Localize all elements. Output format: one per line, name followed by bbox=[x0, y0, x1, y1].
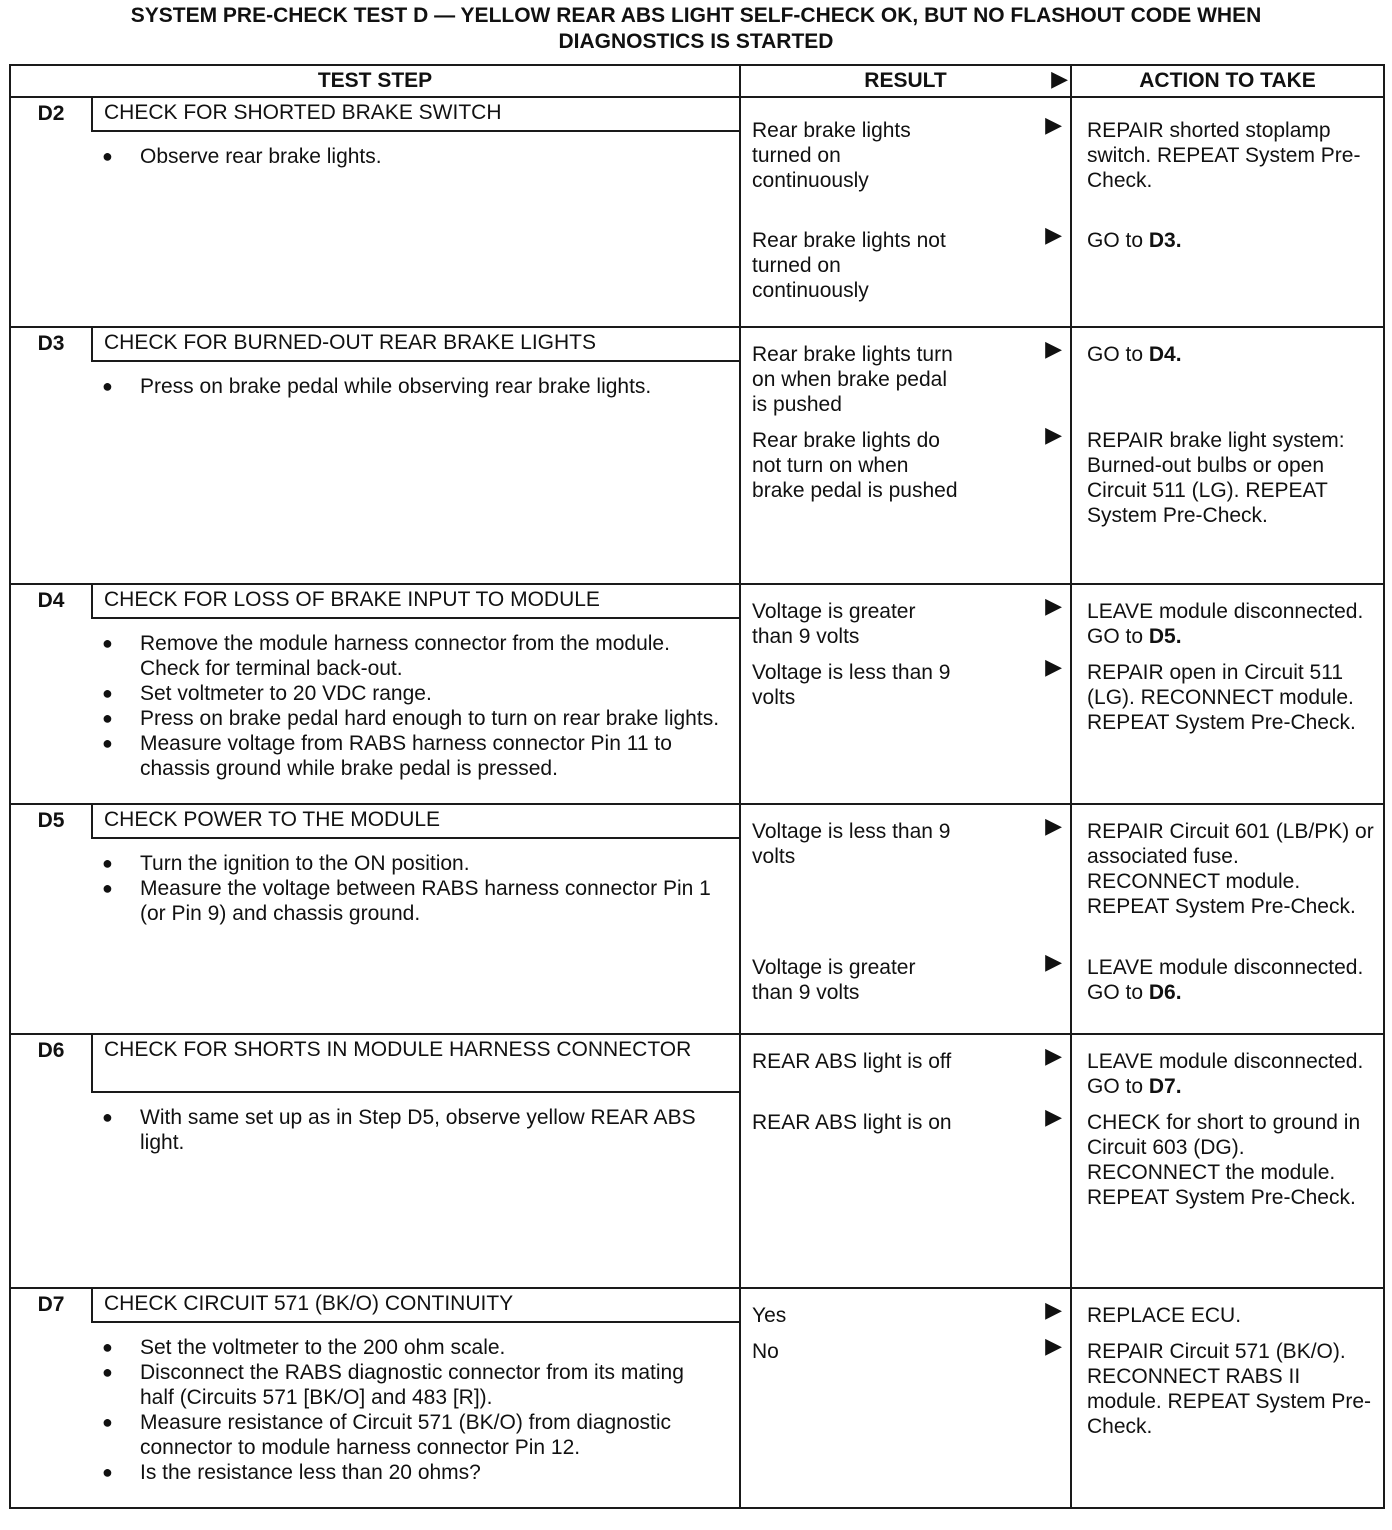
result-cell bbox=[740, 1034, 1071, 1288]
action-cell bbox=[1071, 97, 1384, 327]
result-label: Voltage is greater than 9 volts bbox=[752, 600, 916, 648]
action-cell bbox=[1071, 1034, 1384, 1288]
arrow-icon: ▶ bbox=[1045, 112, 1063, 137]
action-text bbox=[1087, 228, 1377, 253]
header-row bbox=[10, 65, 1384, 97]
step-bullet-list bbox=[92, 619, 739, 785]
result-label: Voltage is less than 9 volts bbox=[752, 661, 951, 709]
action-text bbox=[1087, 955, 1377, 1005]
step-bullet: ● Disconnect the RABS diagnostic connector from its mating half (Circuits 571 [BK/O] and 483 [R]). bbox=[102, 1360, 719, 1410]
arrow-icon: ▶ bbox=[1045, 1043, 1063, 1068]
step-title-row bbox=[10, 804, 1384, 838]
result-cell bbox=[740, 584, 1071, 804]
action-text bbox=[1087, 1049, 1377, 1099]
step-title: CHECK POWER TO THE MODULE bbox=[92, 804, 740, 838]
step-title-row bbox=[10, 1034, 1384, 1092]
header-test-step: TEST STEP bbox=[10, 65, 740, 97]
action-text bbox=[1087, 342, 1377, 367]
step-title: CHECK FOR LOSS OF BRAKE INPUT TO MODULE bbox=[92, 584, 740, 618]
step-body bbox=[92, 131, 740, 327]
step-bullet-list bbox=[92, 1093, 739, 1159]
action-label: GO to bbox=[1087, 229, 1149, 252]
result-label: REAR ABS light is off bbox=[752, 1050, 952, 1073]
arrow-icon: ▶ bbox=[1045, 593, 1063, 618]
arrow-icon: ▶ bbox=[1045, 654, 1063, 679]
result-text bbox=[752, 422, 1063, 503]
action-text bbox=[1087, 118, 1377, 193]
arrow-icon: ▶ bbox=[1045, 1297, 1063, 1322]
step-bullet: ● Measure voltage from RABS harness connector Pin 11 to chassis ground while brake pedal is pressed. bbox=[102, 731, 719, 781]
step-bullet: ● Set voltmeter to 20 VDC range. bbox=[102, 681, 719, 706]
action-cell bbox=[1071, 584, 1384, 804]
result-text bbox=[752, 949, 1063, 1005]
result-label: Rear brake lights not turned on continuously bbox=[752, 229, 946, 302]
result-cell bbox=[740, 97, 1071, 327]
action-text bbox=[1087, 1110, 1377, 1210]
step-bullet: ● Turn the ignition to the ON position. bbox=[102, 851, 719, 876]
step-id: D3 bbox=[10, 327, 92, 361]
step-body-spacer bbox=[10, 618, 92, 804]
step-body bbox=[92, 618, 740, 804]
step-body-spacer bbox=[10, 838, 92, 1034]
action-cell bbox=[1071, 327, 1384, 584]
step-title: CHECK FOR SHORTS IN MODULE HARNESS CONNECTOR bbox=[92, 1034, 740, 1092]
action-text bbox=[1087, 819, 1377, 919]
step-title-row bbox=[10, 327, 1384, 361]
arrow-icon: ▶ bbox=[1051, 66, 1069, 91]
step-title: CHECK FOR BURNED-OUT REAR BRAKE LIGHTS bbox=[92, 327, 740, 361]
step-id: D6 bbox=[10, 1034, 92, 1092]
result-label: REAR ABS light is on bbox=[752, 1111, 952, 1134]
result-text bbox=[752, 1104, 1063, 1135]
result-text bbox=[752, 1297, 1063, 1328]
step-body bbox=[92, 361, 740, 584]
step-bullet: ● Remove the module harness connector from the module. Check for terminal back-out. bbox=[102, 631, 719, 681]
action-text bbox=[1087, 1339, 1377, 1439]
step-bullet-list bbox=[92, 1323, 739, 1489]
header-result-label: RESULT bbox=[864, 69, 947, 92]
step-id: D7 bbox=[10, 1288, 92, 1322]
action-step-ref: D4. bbox=[1148, 343, 1182, 366]
arrow-icon: ▶ bbox=[1045, 813, 1063, 838]
step-body-spacer bbox=[10, 1092, 92, 1288]
step-body-spacer bbox=[10, 361, 92, 584]
diagnostic-table bbox=[9, 64, 1385, 1509]
arrow-icon: ▶ bbox=[1045, 222, 1063, 247]
action-label: REPAIR brake light system: Burned-out bulbs or open Circuit 511 (LG). REPEAT System Pre-Check. bbox=[1087, 429, 1345, 527]
action-label: REPAIR Circuit 601 (LB/PK) or associated fuse. RECONNECT module. REPEAT System Pre-Check. bbox=[1087, 820, 1374, 918]
action-text bbox=[1087, 599, 1377, 649]
step-bullet-list bbox=[92, 362, 739, 403]
step-id: D2 bbox=[10, 97, 92, 131]
title-line-2: DIAGNOSTICS IS STARTED bbox=[558, 30, 834, 53]
result-text bbox=[752, 654, 1063, 710]
arrow-icon: ▶ bbox=[1045, 1333, 1063, 1358]
step-title: CHECK CIRCUIT 571 (BK/O) CONTINUITY bbox=[92, 1288, 740, 1322]
step-bullet: ● Is the resistance less than 20 ohms? bbox=[102, 1460, 719, 1485]
action-label: REPAIR Circuit 571 (BK/O). RECONNECT RABS II module. REPEAT System Pre-Check. bbox=[1087, 1340, 1371, 1438]
step-bullet: ● Observe rear brake lights. bbox=[102, 144, 719, 169]
result-label: Voltage is greater than 9 volts bbox=[752, 956, 916, 1004]
step-bullet-list bbox=[92, 132, 739, 173]
action-label: REPAIR open in Circuit 511 (LG). RECONNECT module. REPEAT System Pre-Check. bbox=[1087, 661, 1356, 734]
result-cell bbox=[740, 804, 1071, 1034]
result-label: Yes bbox=[752, 1304, 787, 1327]
page-title bbox=[0, 3, 1392, 55]
action-label: REPLACE ECU. bbox=[1087, 1304, 1242, 1327]
step-title-row bbox=[10, 584, 1384, 618]
step-id: D4 bbox=[10, 584, 92, 618]
result-text bbox=[752, 112, 1063, 193]
step-body bbox=[92, 1322, 740, 1508]
action-cell bbox=[1071, 1288, 1384, 1508]
step-body bbox=[92, 838, 740, 1034]
action-step-ref: D6. bbox=[1148, 981, 1182, 1004]
result-text bbox=[752, 813, 1063, 869]
step-bullet: ● Set the voltmeter to the 200 ohm scale. bbox=[102, 1335, 719, 1360]
action-text bbox=[1087, 1303, 1377, 1328]
step-bullet: ● Measure resistance of Circuit 571 (BK/O) from diagnostic connector to module harness connector Pin 12. bbox=[102, 1410, 719, 1460]
result-text bbox=[752, 222, 1063, 303]
action-step-ref: D5. bbox=[1148, 625, 1182, 648]
arrow-icon: ▶ bbox=[1045, 336, 1063, 361]
step-bullet: ● Press on brake pedal while observing rear brake lights. bbox=[102, 374, 719, 399]
result-label: Rear brake lights turn on when brake pedal is pushed bbox=[752, 343, 953, 416]
step-id: D5 bbox=[10, 804, 92, 838]
step-body bbox=[92, 1092, 740, 1288]
step-bullet: ● Measure the voltage between RABS harness connector Pin 1 (or Pin 9) and chassis ground. bbox=[102, 876, 719, 926]
action-label: GO to bbox=[1087, 343, 1149, 366]
action-cell bbox=[1071, 804, 1384, 1034]
result-cell bbox=[740, 327, 1071, 584]
action-step-ref: D7. bbox=[1148, 1075, 1182, 1098]
step-body-spacer bbox=[10, 131, 92, 327]
arrow-icon: ▶ bbox=[1045, 1104, 1063, 1129]
result-text bbox=[752, 336, 1063, 417]
action-step-ref: D3. bbox=[1148, 229, 1182, 252]
arrow-icon: ▶ bbox=[1045, 949, 1063, 974]
arrow-icon: ▶ bbox=[1045, 422, 1063, 447]
result-text bbox=[752, 1333, 1063, 1364]
result-text bbox=[752, 593, 1063, 649]
action-text bbox=[1087, 660, 1377, 735]
title-line-1: SYSTEM PRE-CHECK TEST D — YELLOW REAR ABS LIGHT SELF-CHECK OK, BUT NO FLASHOUT CODE WHEN bbox=[130, 4, 1262, 27]
result-cell bbox=[740, 1288, 1071, 1508]
result-label: Voltage is less than 9 volts bbox=[752, 820, 951, 868]
result-label: Rear brake lights do not turn on when brake pedal is pushed bbox=[752, 429, 958, 502]
action-label: LEAVE module disconnected. GO to bbox=[1087, 600, 1364, 648]
header-result bbox=[740, 65, 1071, 97]
header-action: ACTION TO TAKE bbox=[1071, 65, 1384, 97]
result-label: No bbox=[752, 1340, 779, 1363]
action-label: REPAIR shorted stoplamp switch. REPEAT System Pre-Check. bbox=[1087, 119, 1361, 192]
result-label: Rear brake lights turned on continuously bbox=[752, 119, 911, 192]
step-body-spacer bbox=[10, 1322, 92, 1508]
step-title-row bbox=[10, 97, 1384, 131]
step-title: CHECK FOR SHORTED BRAKE SWITCH bbox=[92, 97, 740, 131]
step-bullet-list bbox=[92, 839, 739, 930]
table-body bbox=[10, 97, 1384, 1508]
step-title-row bbox=[10, 1288, 1384, 1322]
action-label: LEAVE module disconnected. GO to bbox=[1087, 956, 1364, 1004]
step-bullet: ● With same set up as in Step D5, observe yellow REAR ABS light. bbox=[102, 1105, 719, 1155]
action-label: CHECK for short to ground in Circuit 603 (DG). RECONNECT the module. REPEAT System Pre-Check. bbox=[1087, 1111, 1361, 1209]
action-text bbox=[1087, 428, 1377, 528]
step-bullet: ● Press on brake pedal hard enough to turn on rear brake lights. bbox=[102, 706, 719, 731]
action-label: LEAVE module disconnected. GO to bbox=[1087, 1050, 1364, 1098]
result-text bbox=[752, 1043, 1063, 1074]
